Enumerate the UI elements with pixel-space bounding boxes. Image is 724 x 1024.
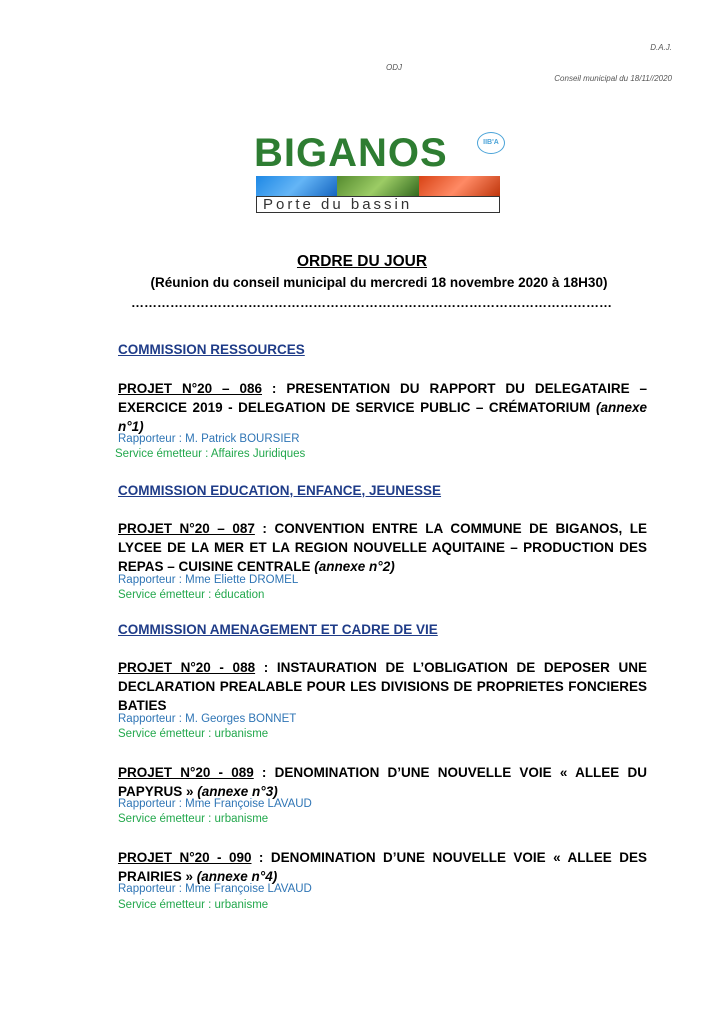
- project-separator: :: [251, 850, 271, 865]
- commission-education: COMMISSION EDUCATION, ENFANCE, JEUNESSE: [118, 483, 442, 498]
- project-090-rapporteur: Rapporteur : Mme Françoise LAVAUD: [118, 883, 312, 895]
- project-separator: :: [254, 521, 275, 536]
- project-description: INSTAURATION DE L’OBLIGATION DE DEPOSER UNE DECLARATION PREALABLE POUR LES DIVISIONS DE PROPRIETES FONCIERES BATIES: [118, 660, 648, 713]
- project-number: PROJET N°20 - 089: [118, 765, 254, 780]
- project-annexe: (annexe n°4): [196, 869, 278, 884]
- project-separator: :: [262, 381, 287, 396]
- project-087-service: Service émetteur : éducation: [118, 589, 265, 601]
- logo-caption: Porte du bassin: [256, 196, 500, 213]
- document-title: ORDRE DU JOUR: [296, 253, 428, 270]
- document-subtitle: (Réunion du conseil municipal du mercredi 18 novembre 2020 à 18H30): [150, 275, 608, 290]
- dotted-separator: …………………………………………………………………………………………………: [131, 295, 612, 310]
- logo-band-forest: [337, 176, 418, 196]
- project-090: [118, 848, 647, 886]
- project-number: PROJET N°20 - 088: [118, 660, 256, 675]
- project-088-service: Service émetteur : urbanisme: [118, 728, 269, 740]
- commission-amenagement: COMMISSION AMENAGEMENT ET CADRE DE VIE: [118, 622, 438, 637]
- project-087-rapporteur: Rapporteur : Mme Eliette DROMEL: [118, 574, 299, 586]
- commission-ressources: COMMISSION RESSOURCES: [118, 342, 305, 357]
- project-090-service: Service émetteur : urbanisme: [118, 899, 269, 911]
- project-089-service: Service émetteur : urbanisme: [118, 813, 269, 825]
- project-description: DENOMINATION D’UNE NOUVELLE VOIE « ALLEE DES PRAIRIES »: [118, 850, 647, 884]
- project-086-rapporteur: Rapporteur : M. Patrick BOURSIER: [118, 433, 300, 445]
- logo-wordmark: BIGANOS: [254, 131, 448, 175]
- project-089-rapporteur: Rapporteur : Mme Françoise LAVAUD: [118, 798, 312, 810]
- project-separator: :: [255, 660, 277, 675]
- project-088: [118, 658, 647, 715]
- header-daj: D.A.J.: [650, 43, 672, 52]
- project-description: DENOMINATION D’UNE NOUVELLE VOIE « ALLEE DU PAPYRUS »: [118, 765, 647, 799]
- logo-color-band: [256, 176, 500, 196]
- header-odj: ODJ: [386, 63, 402, 72]
- project-description: CONVENTION ENTRE LA COMMUNE DE BIGANOS, LE LYCEE DE LA MER ET LA REGION NOUVELLE AQUITAINE – PRODUCTION DES REPAS – CUISINE CENTRALE: [118, 521, 647, 574]
- project-annexe: (annexe n°2): [314, 559, 395, 574]
- project-089: [118, 763, 647, 801]
- logo-badge: IIB'A: [477, 132, 505, 154]
- header-conseil-date: Conseil municipal du 18/11//2020: [554, 74, 672, 83]
- logo-band-water: [256, 176, 337, 196]
- project-annexe: (annexe n°1): [118, 400, 647, 434]
- project-number: PROJET N°20 – 086: [118, 381, 262, 396]
- project-annexe: (annexe n°3): [197, 784, 278, 799]
- project-086-service: Service émetteur : Affaires Juridiques: [115, 448, 306, 460]
- logo-band-earth: [419, 176, 500, 196]
- biganos-logo: [254, 131, 504, 213]
- project-087: [118, 519, 647, 576]
- project-088-rapporteur: Rapporteur : M. Georges BONNET: [118, 713, 297, 725]
- project-description: PRESENTATION DU RAPPORT DU DELEGATAIRE – EXERCICE 2019 - DELEGATION DE SERVICE PUBLIC – CRÉMATORIUM: [118, 381, 648, 415]
- project-number: PROJET N°20 – 087: [118, 521, 255, 536]
- project-086: [118, 379, 647, 436]
- project-number: PROJET N°20 - 090: [118, 850, 252, 865]
- project-separator: :: [253, 765, 275, 780]
